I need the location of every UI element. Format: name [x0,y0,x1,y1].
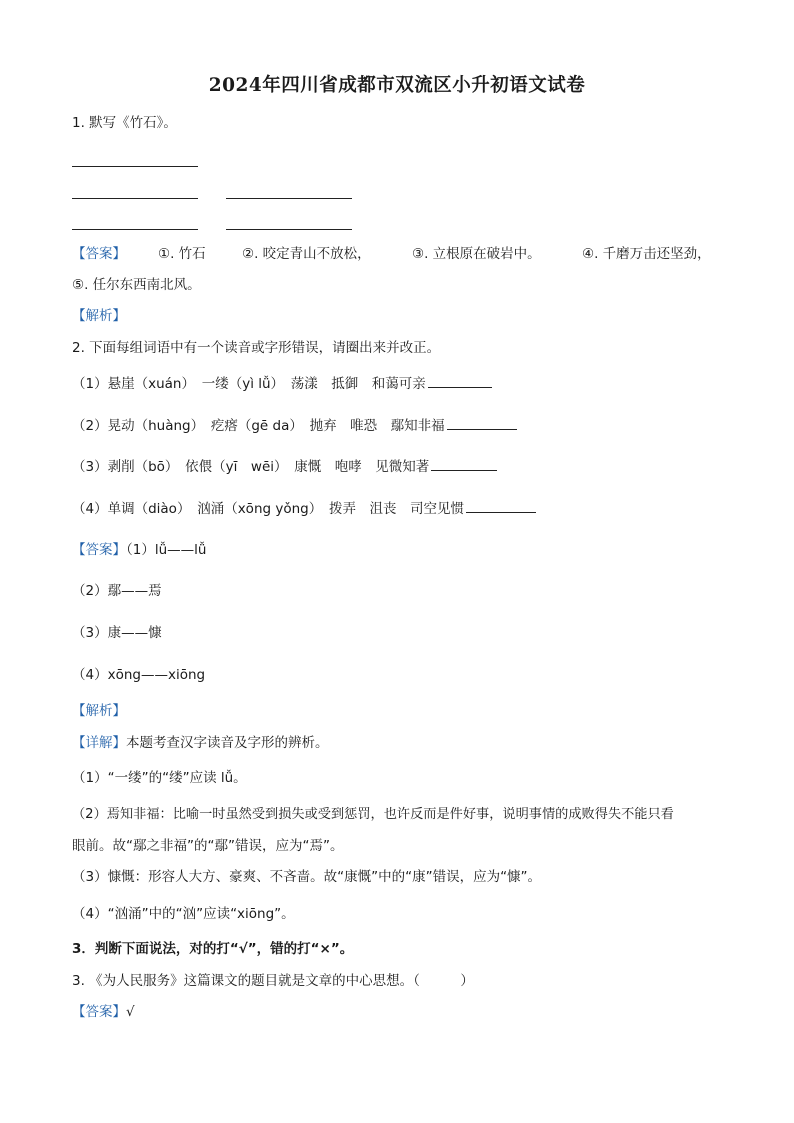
q1-stem: 1. 默写《竹石》。 [72,115,177,131]
q2-detail-4: （3）慷慨：形容人大方、豪爽、不吝啬。故“康慨”中的“康”错误，应为“慷”。 [72,869,542,885]
q1-answer-4: ④. 千磨万击还坚劲， [582,246,711,262]
q1-answer-3: ③. 立根原在破岩中。 [412,246,541,262]
q2-item-4-text: （4）单调（diào） 汹涌（xōng yǒng） 拨弄 沮丧 司空见惯 [72,501,464,517]
q2-item-2-text: （2）晃动（huàng） 疙瘩（gē da） 抛弃 唯恐 鄢知非福 [72,418,445,434]
q2-item-1 [72,374,492,393]
q1-answer-2: ②. 咬定青山不放松， [242,246,371,262]
q2-analysis-tag: 【解析】 [72,703,126,719]
q2-answer-2: （2）鄢——焉 [72,583,162,599]
q2-detail-2: （2）焉知非福：比喻一时虽然受到损失或受到惩罚，也许反而是件好事，说明事情的成败得失不能只看 [72,807,674,822]
q2-item-1-text: （1）悬崖（xuán） 一缕（yì lǚ） 荡漾 抵御 和蔼可亲 [72,376,426,392]
q2-detail-3: 眼前。故“鄢之非福”的“鄢”错误，应为“焉”。 [72,838,344,854]
q2-detail-tag: 【详解】 [72,735,126,751]
section3-answer: √ [126,1004,135,1020]
section3-q-stem: 3. 《为人民服务》这篇课文的题目就是文章的中心思想。（ ） [72,973,474,989]
q2-item-3-blank[interactable] [431,457,497,471]
q2-detail-5: （4）“汹涌”中的“汹”应读“xiōng”。 [72,906,295,922]
q2-answer-tag: 【答案】 [72,542,126,558]
q2-stem: 2. 下面每组词语中有一个读音或字形错误，请圈出来并改正。 [72,340,441,356]
q2-item-1-blank[interactable] [428,374,492,388]
q2-item-3-text: （3）剥削（bō） 依偎（yī wēi） 康慨 咆哮 见微知著 [72,459,430,475]
section3-answer-line [72,1003,135,1021]
q2-detail-1: （1）“一缕”的“缕”应读 lǚ。 [72,770,247,786]
q2-answer-1: （1）lǚ——lǚ [126,542,207,558]
section3-heading: 3．判断下面说法，对的打“√”，错的打“×”。 [72,941,354,957]
q2-item-4-blank[interactable] [466,499,536,513]
page-title: 2024年四川省成都市双流区小升初语文试卷 [208,75,586,96]
q2-item-3 [72,457,497,476]
q1-answer-1: ①. 竹石 [158,246,206,262]
q1-blank-5[interactable] [226,229,352,230]
q1-blank-2[interactable] [72,198,198,199]
q2-item-2-blank[interactable] [447,416,517,430]
q2-detail-intro-line [72,734,329,752]
q1-blank-4[interactable] [72,229,198,230]
q2-answer-4: （4）xōng——xiōng [72,667,206,683]
q2-item-2 [72,416,517,435]
q1-analysis-tag: 【解析】 [72,308,126,324]
section3-answer-tag: 【答案】 [72,1004,126,1020]
q2-answer-line-1 [72,541,206,559]
q1-blank-3[interactable] [226,198,352,199]
q1-answer-5: ⑤. 任尔东西南北风。 [72,277,201,293]
q1-blank-1[interactable] [72,166,198,167]
q2-item-4 [72,499,536,518]
q2-detail-intro: 本题考查汉字读音及字形的辨析。 [126,735,329,751]
q1-answer-tag: 【答案】 [72,246,126,262]
q2-answer-3: （3）康——慷 [72,625,162,641]
